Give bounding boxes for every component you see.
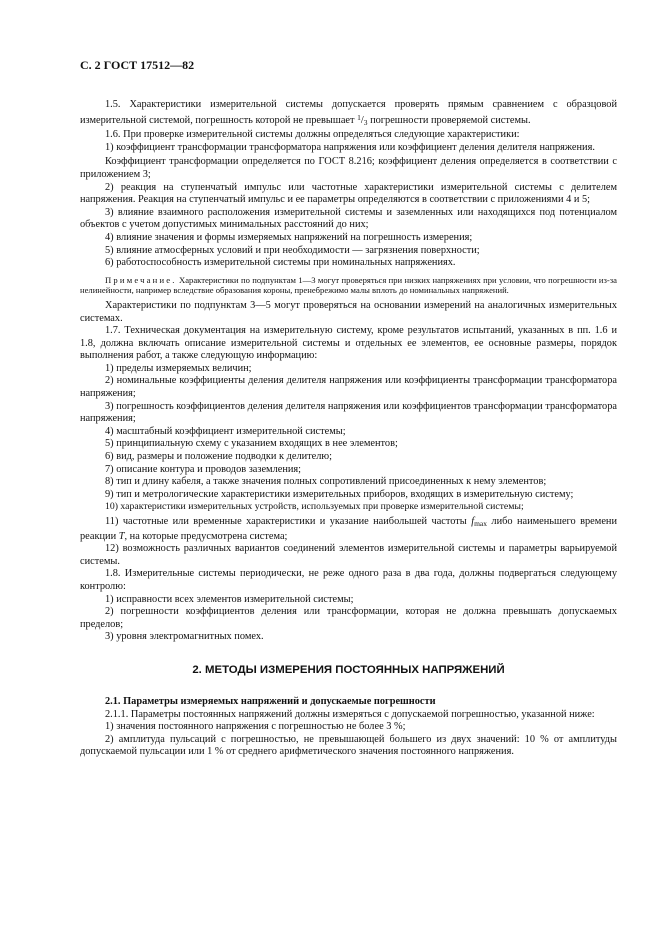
section-title: 2. МЕТОДЫ ИЗМЕРЕНИЯ ПОСТОЯННЫХ НАПРЯЖЕНИЙ (192, 663, 505, 676)
paragraph-1-8: 1.8. Измерительные системы периодически, не реже одного раза в два года, должны подвергаться следующему контролю: (80, 568, 617, 592)
list-item: 2) реакция на ступенчатый импульс или частотные характеристики измерительной системы с делителем напряжения. Реакция на ступенчатый импульс и ее параметры определяются в соответствии с приложениями 4 и 5; (80, 181, 617, 206)
list-item: 5) влияние атмосферных условий и при необходимости — загрязнения поверхности; (105, 244, 480, 256)
paragraph-text: 1.5. Характеристики измерительной системы допускается проверять прямым сравнением с образцовой измерительной системой, погрешность которой не превышает (80, 99, 617, 126)
list-item: 3) влияние взаимного расположения измерительной системы и заземленных или находящихся под потенциалом объектов с учетом допустимых минимальных расстояний до них; (80, 206, 617, 231)
note (80, 275, 617, 296)
paragraph: Коэффициент трансформации определяется по ГОСТ 8.216; коэффициент деления определяется в соответствии с приложением 3; (80, 156, 617, 180)
t-symbol: T (118, 530, 125, 542)
list-item: 10) характеристики измерительных устройств, используемых при проверке измерительной системы; (105, 501, 524, 513)
list-item: 8) тип и длину кабеля, а также значения полных сопротивлений присоединенных к нему элементов; (105, 476, 547, 488)
paragraph-1-7: 1.7. Техническая документация на измерительную систему, кроме результатов испытаний, указанных в пп. 1.6 и 1.8, должна включать описание измерительной системы и отдельных ее элементов, ее основные размеры, порядок выполнения работ, а также следующую информацию: (80, 325, 617, 362)
list-item: 3) уровня электромагнитных помех. (105, 631, 264, 643)
list-item: 1) значения постоянного напряжения с погрешностью не более 3 %; (105, 721, 406, 733)
list-item: 12) возможность различных вариантов соединений элементов измерительной системы и параметры варьируемой системы. (80, 543, 617, 567)
paragraph-2-1-1: 2.1.1. Параметры постоянных напряжений должны измеряться с допускаемой погрешностью, указанной ниже: (105, 708, 595, 720)
list-item: 1) пределы измеряемых величин; (105, 362, 252, 374)
list-item: 7) описание контура и проводов заземления; (105, 463, 302, 475)
list-item: 6) вид, размеры и положение подводки к делителю; (105, 451, 333, 463)
list-item: 1) коэффициент трансформации трансформатора напряжения или коэффициент деления делителя напряжения. (105, 141, 595, 153)
list-item: 4) масштабный коэффициент измерительной системы; (105, 425, 346, 437)
fraction-one-third: $^1/_3$ (357, 112, 368, 127)
subsection-heading: 2.1. Параметры измеряемых напряжений и допускаемые погрешности (105, 695, 436, 707)
list-item: 2) погрешности коэффициентов деления или трансформации, которая не должна превышать допускаемых пределов; (80, 606, 617, 630)
paragraph: Характеристики по подпунктам 3—5 могут проверяться на основании измерений на аналогичных измерительных системах. (80, 299, 617, 324)
list-item: 2) амплитуда пульсаций с погрешностью, не превышающей большего из двух значений: 10 % от амплитуды допускаемой пульсации или 1 % от среднего арифметического значения постоянного напряжения. (80, 733, 617, 758)
list-item: 9) тип и метрологические характеристики измерительных приборов, входящих в измерительную систему; (105, 488, 574, 500)
list-item: 4) влияние значения и формы измеряемых напряжений на погрешность измерения; (105, 231, 473, 243)
paragraph-1-5 (80, 99, 617, 129)
f-max-symbol: fmax (471, 516, 487, 528)
list-item: 2) номинальные коэффициенты деления делителя напряжения или коэффициенты трансформации трансформатора напряжения; (80, 375, 617, 400)
list-item: 5) принципиальную схему с указанием входящих в нее элементов; (105, 438, 398, 450)
note-label: Примечание. (105, 274, 177, 285)
list-item: 6) работоспособность измерительной системы при номинальных напряжениях. (105, 257, 456, 269)
paragraph-text: погрешности проверяемой системы. (370, 114, 531, 126)
note-text: Характеристики по подпунктам 1—3 могут проверяться при низких напряжениях при условии, что погрешности из-за нелинейности, например вследствие образования короны, пренебрежимо малы вплоть до номинальных напряжений. (80, 274, 617, 296)
paragraph-1-6: 1.6. При проверке измерительной системы должны определяться следующие характеристики: (105, 129, 520, 141)
list-item: 3) погрешность коэффициентов деления делителя напряжения или коэффициентов трансформации трансформатора напряжения; (80, 400, 617, 425)
page-header: С. 2 ГОСТ 17512—82 (80, 58, 195, 72)
list-item: 1) исправности всех элементов измерительной системы; (105, 593, 354, 605)
list-item-11: 11) частотные или временные характеристики и указание наибольшей частоты fmax либо наименьшего времени реакции T, на которые предусмотрена система; (80, 516, 617, 542)
